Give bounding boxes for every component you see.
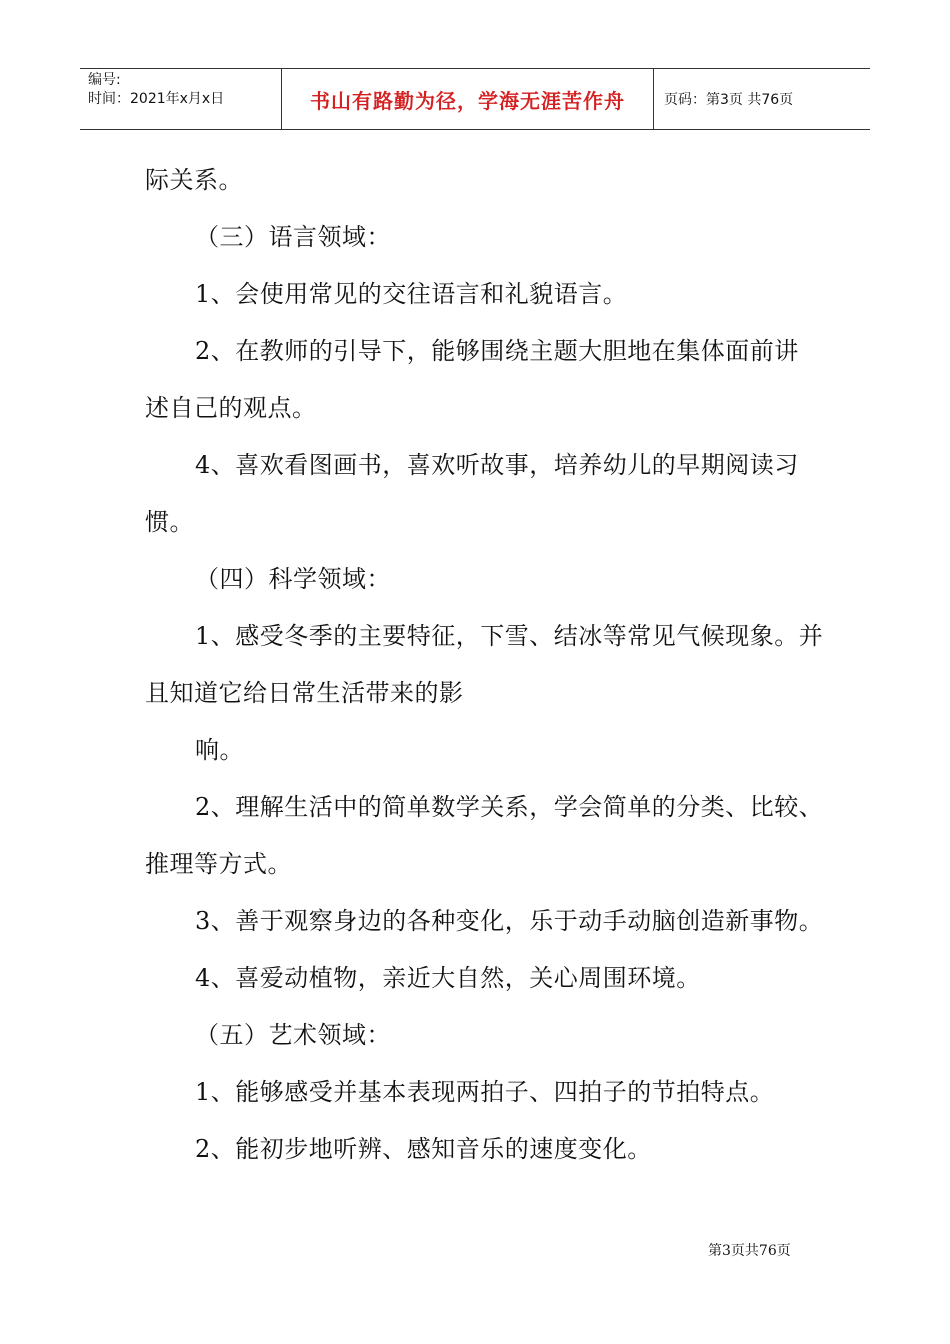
body-line: 1、感受冬季的主要特征，下雪、结冰等常见气候现象。并 [195, 622, 824, 650]
serial-label: 编号: [88, 72, 121, 88]
body-line: 推理等方式。 [145, 850, 292, 878]
time-label: 时间：2021年x月x日 [88, 91, 225, 107]
body-line: 1、能够感受并基本表现两拍子、四拍子的节拍特点。 [195, 1078, 775, 1106]
body-line: 4、喜爱动植物，亲近大自然，关心周围环境。 [195, 964, 701, 992]
section-heading-art: （五）艺术领域： [195, 1021, 391, 1049]
body-line: 惯。 [145, 508, 194, 536]
body-line: 2、能初步地听辨、感知音乐的速度变化。 [195, 1135, 652, 1163]
body-line: 际关系。 [145, 166, 243, 194]
body-line: 3、善于观察身边的各种变化，乐于动手动脑创造新事物。 [195, 907, 824, 935]
body-line: 响。 [195, 736, 244, 764]
document-body [145, 152, 825, 1178]
page-footer: 第3页共76页 [708, 1243, 791, 1259]
body-line: 1、会使用常见的交往语言和礼貌语言。 [195, 280, 628, 308]
body-line: 述自己的观点。 [145, 394, 317, 422]
page-header [80, 68, 870, 130]
section-heading-language: （三）语言领域： [195, 223, 391, 251]
body-line: 且知道它给日常生活带来的影 [145, 679, 464, 707]
section-heading-science: （四）科学领域： [195, 565, 391, 593]
header-meta-cell [80, 69, 282, 129]
body-line: 2、理解生活中的简单数学关系，学会简单的分类、比较、 [195, 793, 824, 821]
body-line: 4、喜欢看图画书，喜欢听故事，培养幼儿的早期阅读习 [195, 451, 799, 479]
header-page-number: 页码：第3页 共76页 [664, 92, 794, 108]
header-motto: 书山有路勤为径，学海无涯苦作舟 [282, 69, 654, 129]
body-line: 2、在教师的引导下，能够围绕主题大胆地在集体面前讲 [195, 337, 799, 365]
